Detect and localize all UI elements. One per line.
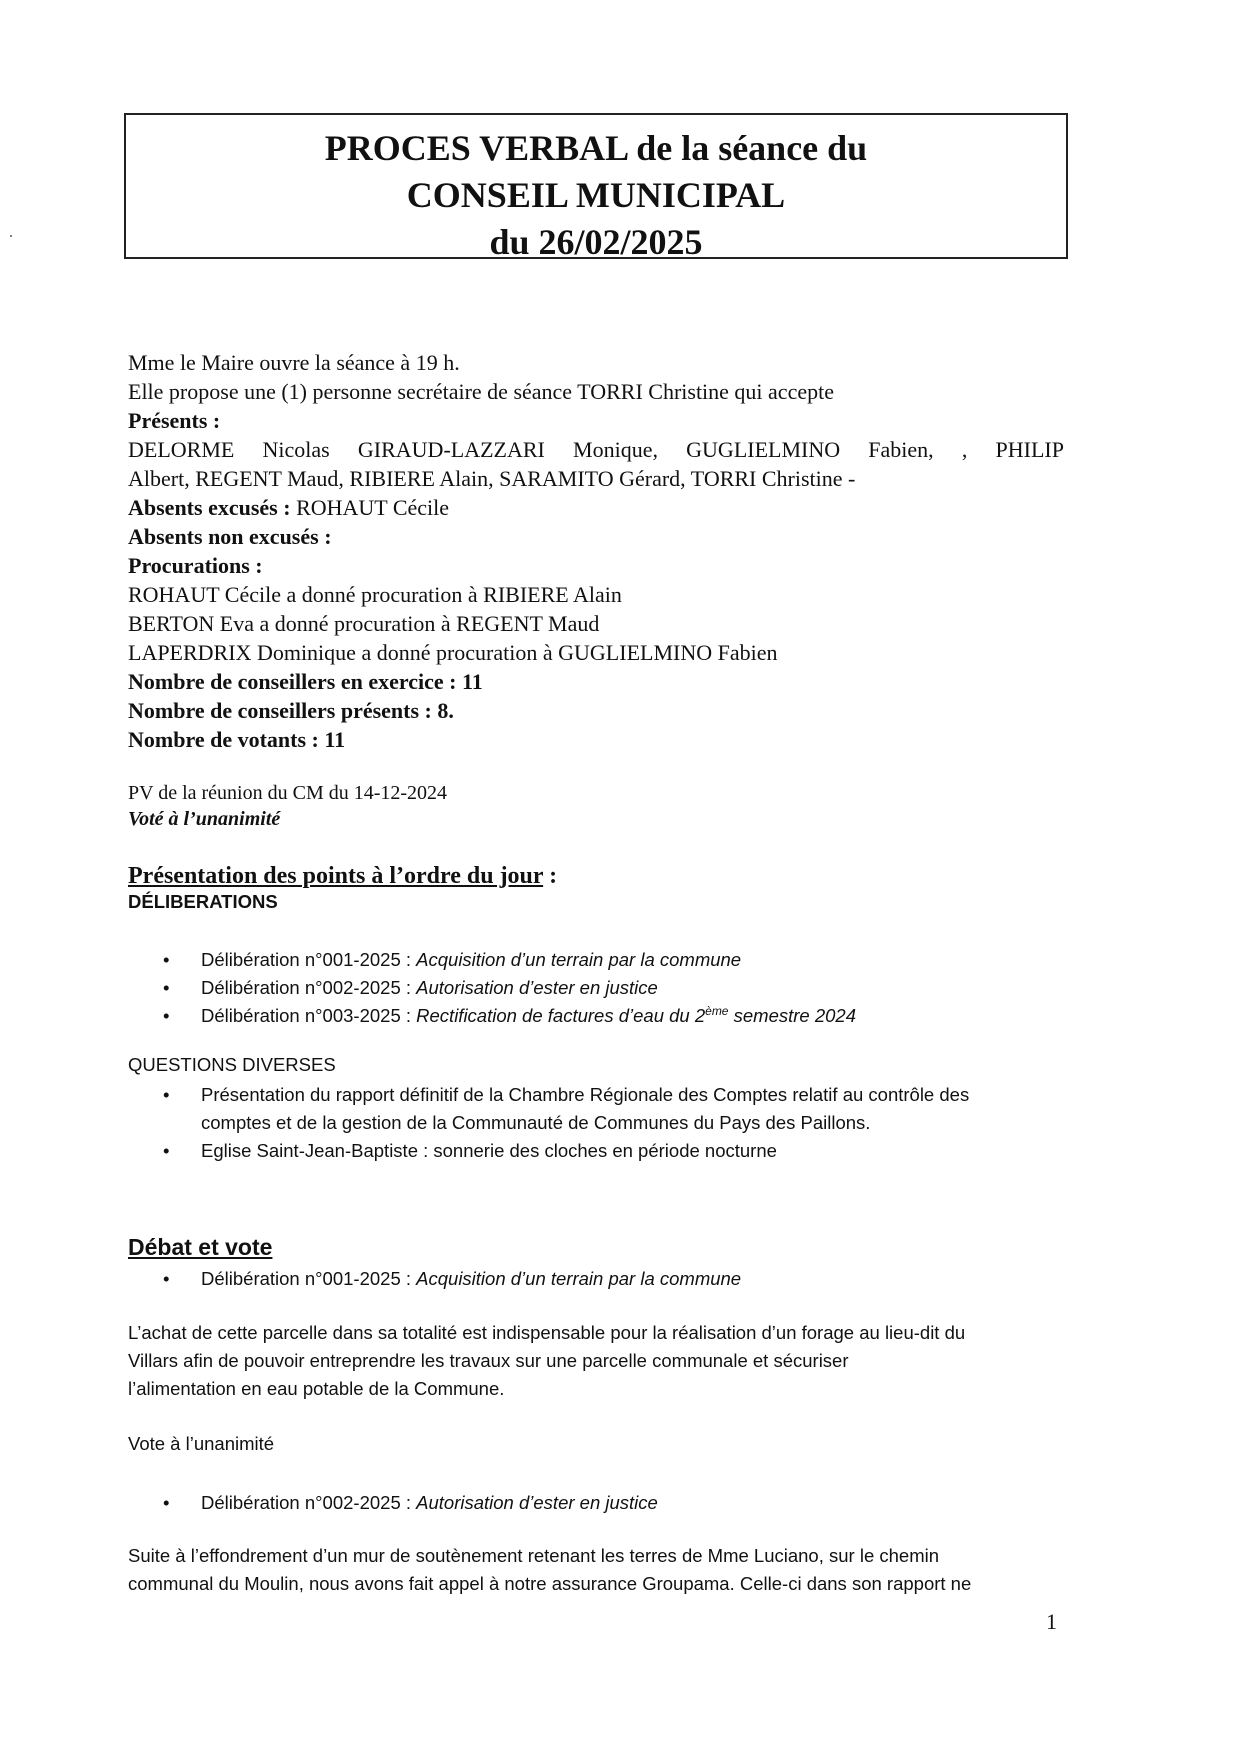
title-box xyxy=(124,113,1068,262)
presents-line-2: Albert, REGENT Maud, RIBIERE Alain, SARAMITO Gérard, TORRI Christine - xyxy=(128,466,856,491)
deliberation-prefix: Délibération n°002-2025 : xyxy=(201,1492,417,1513)
list-item xyxy=(128,946,856,974)
debate-para1-line3: l’alimentation en eau potable de la Commune. xyxy=(128,1378,505,1399)
agenda-heading xyxy=(128,863,557,890)
deliberation-title: Acquisition d’un terrain par la commune xyxy=(416,949,742,970)
debate-heading: Débat et vote xyxy=(128,1234,273,1260)
deliberation-prefix: Délibération n°002-2025 : xyxy=(201,977,417,998)
list-item xyxy=(128,974,856,1002)
question-line: Eglise Saint-Jean-Baptiste : sonnerie des cloches en période nocturne xyxy=(201,1140,777,1161)
opening-line-2: Elle propose une (1) personne secrétaire de séance TORRI Christine qui accepte xyxy=(128,379,834,404)
presents-label: Présents : xyxy=(128,408,221,433)
debate-item-1 xyxy=(128,1265,741,1293)
debate-para1-line2: Villars afin de pouvoir entreprendre les travaux sur une parcelle communale et sécuriser xyxy=(128,1350,849,1371)
debate-item-2 xyxy=(128,1489,658,1517)
page-number: 1 xyxy=(1046,1609,1057,1634)
count-presents: Nombre de conseillers présents : 8. xyxy=(128,698,454,723)
deliberation-title-superscript: ème xyxy=(705,1003,729,1018)
procurations-label: Procurations : xyxy=(128,553,263,578)
question-line: Présentation du rapport définitif de la Chambre Régionale des Comptes relatif au contrôle des xyxy=(201,1084,970,1105)
list-item xyxy=(128,1489,658,1517)
deliberation-prefix: Délibération n°003-2025 : xyxy=(201,1005,417,1026)
list-item xyxy=(128,1081,969,1137)
list-item xyxy=(128,1137,969,1165)
absents-non-excuses-label: Absents non excusés : xyxy=(128,524,332,549)
deliberation-title-part-b: semestre 2024 xyxy=(728,1005,856,1026)
questions-label: QUESTIONS DIVERSES xyxy=(128,1054,336,1075)
presents-line-1: DELORME Nicolas GIRAUD-LAZZARI Monique, GUGLIELMINO Fabien, , PHILIP xyxy=(128,437,1064,462)
deliberation-title-part-a: Rectification de factures d’eau du 2 xyxy=(416,1005,706,1026)
absents-excuses-value: ROHAUT Cécile xyxy=(290,495,450,520)
question-line: comptes et de la gestion de la Communauté de Communes du Pays des Paillons. xyxy=(201,1112,871,1133)
deliberation-prefix: Délibération n°001-2025 : xyxy=(201,949,417,970)
questions-list xyxy=(128,1081,969,1165)
absents-excuses-label: Absents excusés : xyxy=(128,495,291,520)
debate-para2-line1: Suite à l’effondrement d’un mur de soutènement retenant les terres de Mme Luciano, sur le chemin xyxy=(128,1545,940,1566)
deliberation-title: Autorisation d’ester en justice xyxy=(416,977,658,998)
deliberation-title: Autorisation d’ester en justice xyxy=(416,1492,658,1513)
agenda-heading-suffix: : xyxy=(543,863,558,889)
list-item xyxy=(128,1002,856,1030)
pv-vote: Voté à l’unanimité xyxy=(128,808,281,830)
debate-para1-line1: L’achat de cette parcelle dans sa totalité est indispensable pour la réalisation d’un forage au lieu-dit du xyxy=(128,1322,966,1343)
pv-line: PV de la réunion du CM du 14-12-2024 xyxy=(128,782,448,804)
debate-vote-1: Vote à l’unanimité xyxy=(128,1433,275,1454)
deliberation-title xyxy=(416,1005,856,1026)
deliberation-prefix: Délibération n°001-2025 : xyxy=(201,1268,417,1289)
count-votants: Nombre de votants : 11 xyxy=(128,727,346,752)
title-line-2: CONSEIL MUNICIPAL xyxy=(406,175,786,215)
count-exercice: Nombre de conseillers en exercice : 11 xyxy=(128,669,483,694)
deliberation-title: Acquisition d’un terrain par la commune xyxy=(416,1268,742,1289)
absents-excuses xyxy=(128,495,449,521)
agenda-heading-text: Présentation des points à l’ordre du jour xyxy=(128,863,544,889)
deliberations-list xyxy=(128,946,856,1030)
procuration-2: BERTON Eva a donné procuration à REGENT Maud xyxy=(128,611,600,636)
procuration-1: ROHAUT Cécile a donné procuration à RIBIERE Alain xyxy=(128,582,622,607)
opening-line-1: Mme le Maire ouvre la séance à 19 h. xyxy=(128,350,460,375)
list-item xyxy=(128,1265,741,1293)
title-line-1: PROCES VERBAL de la séance du xyxy=(324,128,868,168)
debate-para2-line2: communal du Moulin, nous avons fait appel à notre assurance Groupama. Celle-ci dans son rapport ne xyxy=(128,1573,972,1594)
deliberations-label: DÉLIBERATIONS xyxy=(128,891,278,912)
title-line-3: du 26/02/2025 xyxy=(489,222,703,262)
scan-speck xyxy=(10,235,12,237)
procuration-3: LAPERDRIX Dominique a donné procuration à GUGLIELMINO Fabien xyxy=(128,640,778,665)
